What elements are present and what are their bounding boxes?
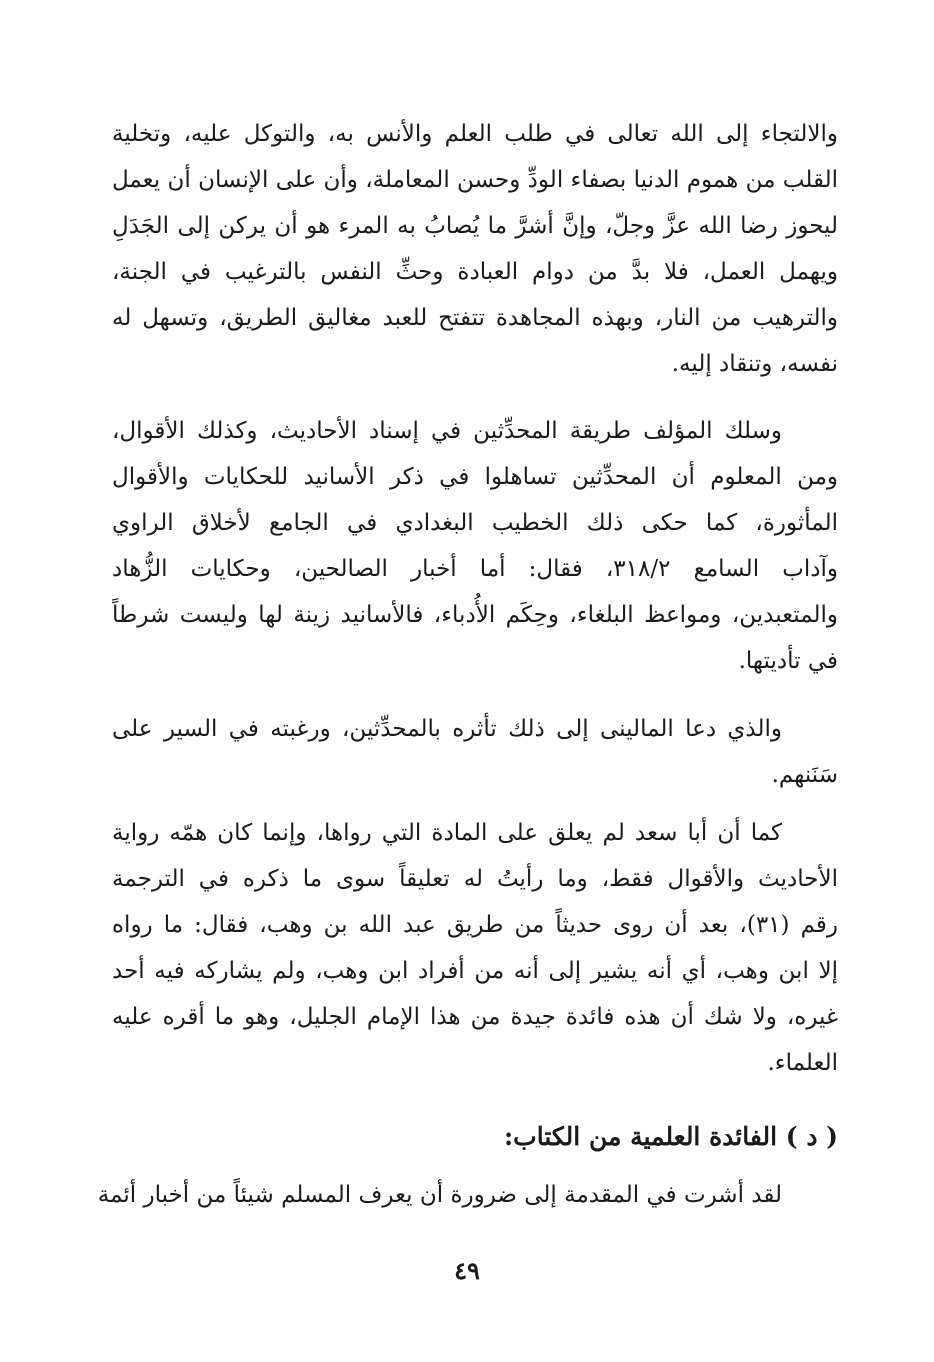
paragraph-line: رقم (٣١)، بعد أن روى حديثاً من طريق عبد الله بن وهب، فقال: ما رواه [112,912,838,938]
paragraph-line: نفسه، وتنقاد إليه. [671,351,838,377]
paragraph-line: العلماء. [767,1050,838,1076]
paragraph-line: ويهمل العمل، فلا بدَّ من دوام العبادة وحثِّ النفس بالترغيب في الجنة، [112,259,838,285]
paragraph-line: والترهيب من النار، وبهذه المجاهدة تتفتح للعبد مغاليق الطريق، وتسهل له [112,305,838,331]
section-heading: ( د ) الفائدة العلمية من الكتاب: [503,1122,838,1151]
paragraph-line: لقد أشرت في المقدمة إلى ضرورة أن يعرف المسلم شيئاً من أخبار أئمة [97,1182,782,1208]
paragraph-line: وسلك المؤلف طريقة المحدِّثين في إسناد الأحاديث، وكذلك الأقوال، [112,418,782,444]
paragraph-line: الأحاديث والأقوال فقط، وما رأيتُ له تعليقاً سوى ما ذكره في الترجمة [112,866,838,892]
paragraph-line: والمتعبدين، ومواعظ البلغاء، وحِكَم الأُدباء، فالأسانيد زينة لها وليست شرطاً [112,602,838,628]
paragraph-line: وآداب السامع ٣١٨/٢، فقال: أما أخبار الصالحين، وحكايات الزُّهاد [112,556,838,582]
paragraph-line: كما أن أبا سعد لم يعلق على المادة التي رواها، وإنما كان همّه رواية [112,820,782,846]
paragraph-line: القلب من هموم الدنيا بصفاء الودِّ وحسن المعاملة، وأن على الإنسان أن يعمل [111,167,838,193]
paragraph-line: غيره، ولا شك أن هذه فائدة جيدة من هذا الإمام الجليل، وهو ما أقره عليه [112,1004,838,1030]
paragraph-line: سَنَنهم. [771,762,838,788]
paragraph-line: إلا ابن وهب، أي أنه يشير إلى أنه من أفراد ابن وهب، ولم يشاركه فيه أحد [112,958,838,984]
paragraph-line: ليحوز رضا الله عزَّ وجلّ، وإنَّ أشرَّ ما يُصابُ به المرء هو أن يركن إلى الجَدَلِ [112,213,838,239]
paragraph-line: والالتجاء إلى الله تعالى في طلب العلم والأنس به، والتوكل عليه، وتخلية [112,121,838,147]
paragraph-line: المأثورة، كما حكى ذلك الخطيب البغدادي في الجامع لأخلاق الراوي [112,510,838,536]
page-number: ٤٩ [454,1256,480,1285]
paragraph-line: ومن المعلوم أن المحدِّثين تساهلوا في ذكر الأسانيد للحكايات والأقوال [112,464,838,490]
paragraph-line: والذي دعا المالينى إلى ذلك تأثره بالمحدِّثين، ورغبته في السير على [112,716,782,742]
paragraph-line: في تأديتها. [738,648,838,674]
